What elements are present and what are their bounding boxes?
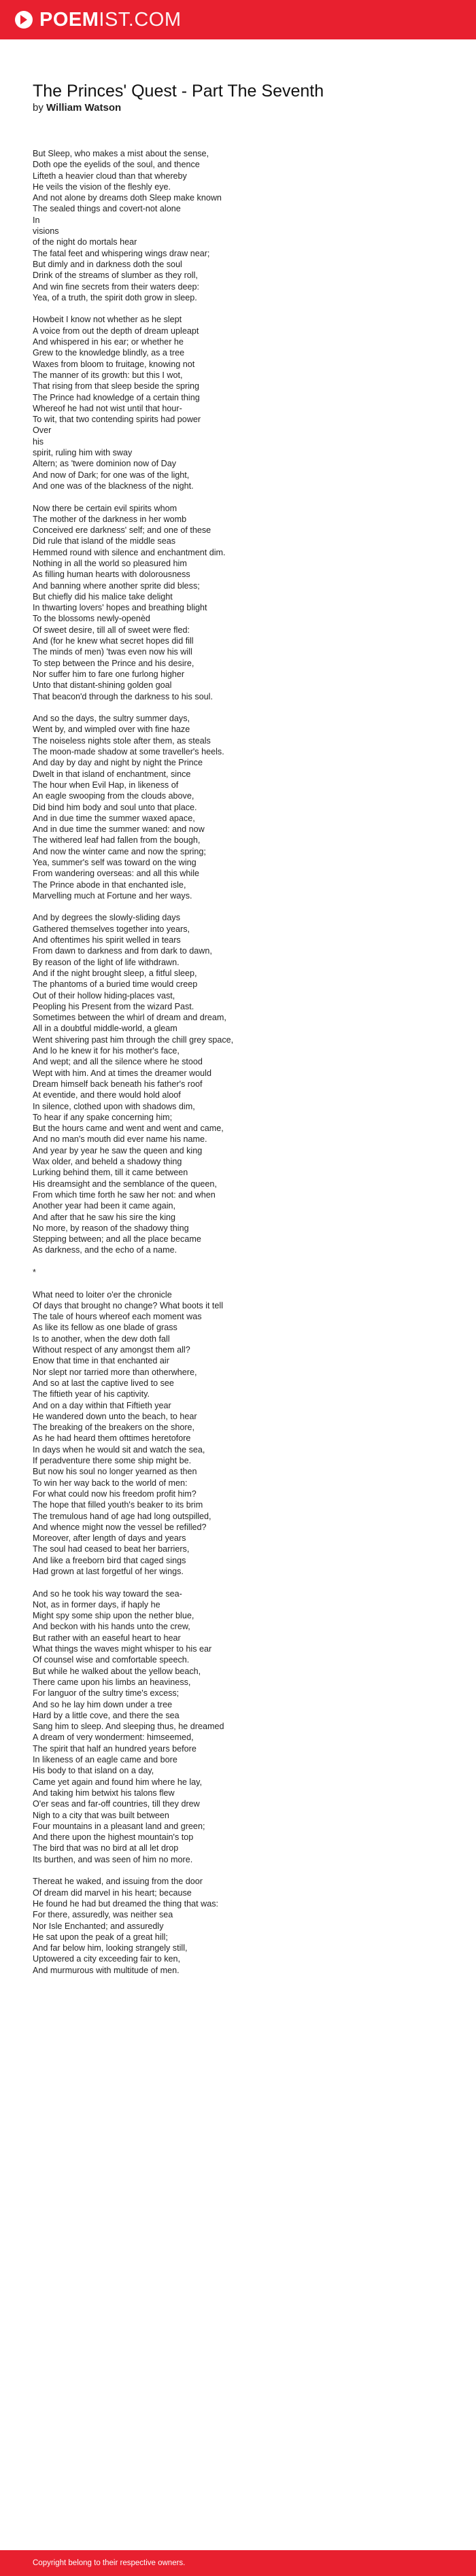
- poem-line: Sang him to sleep. And sleeping thus, he dreamed: [33, 1722, 224, 1732]
- top-bar: [0, 0, 476, 39]
- poem-line: Gathered themselves together into years,: [33, 924, 190, 934]
- poem-line: In silence, clothed upon with shadows dim,: [33, 1101, 195, 1111]
- poem-line: Sometimes between the whirl of dream and dream,: [33, 1013, 226, 1023]
- poem-line: Its burthen, and was seen of him no more.: [33, 1854, 193, 1864]
- poem-line: And year by year he saw the queen and king: [33, 1145, 203, 1155]
- poem-line: And if the night brought sleep, a fitful sleep,: [33, 968, 197, 978]
- poem-line: Howbeit I know not whether as he slept: [33, 315, 182, 325]
- poem-line: The breaking of the breakers on the shore,: [33, 1423, 195, 1433]
- poem-line: Waxes from bloom to fruitage, knowing not: [33, 359, 195, 369]
- stanza-gap: [33, 1278, 454, 1289]
- poem-line: Nor Isle Enchanted; and assuredly: [33, 1921, 164, 1931]
- stanza-gap: [33, 702, 454, 713]
- poem-line: Thereat he waked, and issuing from the door: [33, 1877, 203, 1887]
- logo-bold: POEM: [39, 8, 99, 31]
- poem-line: The hour when Evil Hap, in likeness of: [33, 780, 179, 790]
- poem-line: And whispered in his ear; or whether he: [33, 337, 184, 347]
- poem-line: And one was of the blackness of the night.: [33, 481, 194, 491]
- poem-line: And (for he knew what secret hopes did fill: [33, 636, 194, 646]
- poem-line: visions: [33, 226, 59, 237]
- poem-line: In: [33, 215, 40, 225]
- poem-line: But the hours came and went and went and came,: [33, 1124, 224, 1134]
- poem-line: Of dream did marvel in his heart; because: [33, 1887, 192, 1898]
- poem-line: And on a day within that Fiftieth year: [33, 1400, 171, 1410]
- poem-line: For languor of the sultry time's excess;: [33, 1688, 180, 1699]
- logo-text: [39, 9, 182, 31]
- poem-line: Came yet again and found him where he lay,: [33, 1777, 202, 1787]
- poem-line: As filling human hearts with dolorousness: [33, 570, 190, 580]
- author-link[interactable]: William Watson: [46, 102, 122, 114]
- poem-line: The moon-made shadow at some traveller's heels.: [33, 747, 224, 757]
- poem-line: And now the winter came and now the spring;: [33, 846, 206, 856]
- stanza-gap: [33, 1577, 454, 1588]
- poem-line: The bird that was no bird at all let drop: [33, 1843, 179, 1853]
- poem-line: Did bind him body and soul unto that place.: [33, 802, 197, 812]
- poem-line: Lifteth a heavier cloud than that whereby: [33, 171, 187, 181]
- poem-line: And win fine secrets from their waters deep:: [33, 281, 199, 292]
- poem-line: Over: [33, 425, 52, 436]
- poem-line: Nothing in all the world so pleasured him: [33, 558, 187, 568]
- footer-copyright: Copyright belong to their respective owners.: [33, 2559, 186, 2567]
- stanza-gap: [33, 303, 454, 314]
- poem-line: The manner of its growth: but this I wot,: [33, 370, 183, 380]
- poem-line: And like a freeborn bird that caged sings: [33, 1555, 186, 1565]
- poem-line: What things the waves might whisper to his ear: [33, 1644, 212, 1654]
- poem-line: If peradventure there some ship might be.: [33, 1456, 192, 1466]
- poem-line: Dwelt in that island of enchantment, since: [33, 769, 191, 779]
- poem-line: His dreamsight and the semblance of the queen,: [33, 1179, 217, 1189]
- poem-line: Marvelling much at Fortune and her ways.: [33, 890, 192, 901]
- poem-line: Went shivering past him through the chill grey space,: [33, 1034, 234, 1045]
- poem-line: But while he walked about the yellow beach,: [33, 1666, 201, 1676]
- poem-line: His body to that island on a day,: [33, 1766, 154, 1776]
- poem-line: Now there be certain evil spirits whom: [33, 503, 177, 513]
- poem-line: And so the days, the sultry summer days,: [33, 714, 190, 724]
- poem-line: To wit, that two contending spirits had power: [33, 415, 201, 425]
- poem-line: In likeness of an eagle came and bore: [33, 1755, 177, 1765]
- poem-line: And beckon with his hands unto the crew,: [33, 1622, 190, 1632]
- poem-line: And day by day and night by night the Prince: [33, 758, 203, 768]
- poem-line: And oftentimes his spirit welled in tears: [33, 935, 181, 945]
- poem-line: The Prince had knowledge of a certain thing: [33, 392, 200, 402]
- poem-line: No more, by reason of the shadowy thing: [33, 1223, 189, 1233]
- poem-line: And far below him, looking strangely still,: [33, 1943, 188, 1953]
- poem-line: And banning where another sprite did bless;: [33, 580, 200, 591]
- poem-line: As darkness, and the echo of a name.: [33, 1245, 177, 1255]
- poem-line: In thwarting lovers' hopes and breathing blight: [33, 603, 207, 613]
- poem-line: Without respect of any amongst them all?: [33, 1345, 190, 1355]
- poem-line: And in due time the summer waned: and now: [33, 824, 205, 835]
- poem-line: Hemmed round with silence and enchantment dim.: [33, 547, 226, 557]
- poem-line: The fatal feet and whispering wings draw near;: [33, 248, 210, 258]
- poem-line: He wandered down unto the beach, to hear: [33, 1411, 197, 1421]
- poem-line: But chiefly did his malice take delight: [33, 591, 173, 602]
- poem-line: spirit, ruling him with sway: [33, 448, 133, 458]
- poem-line: Four mountains in a pleasant land and green;: [33, 1821, 205, 1831]
- poem-line: All in a doubtful middle-world, a gleam: [33, 1024, 177, 1034]
- poem-line: To the blossoms newly-openèd: [33, 614, 150, 624]
- poem-line: And not alone by dreams doth Sleep make known: [33, 193, 222, 203]
- poem-line: The tremulous hand of age had long outspilled,: [33, 1511, 211, 1521]
- poem-line: Not, as in former days, if haply he: [33, 1599, 160, 1609]
- poem-line: The fiftieth year of his captivity.: [33, 1389, 150, 1399]
- site-logo[interactable]: [15, 9, 182, 31]
- poem-line: Enow that time in that enchanted air: [33, 1356, 169, 1366]
- poem-line: But dimly and in darkness doth the soul: [33, 259, 182, 269]
- poem-line: Hard by a little cove, and there the sea: [33, 1710, 180, 1720]
- poem-line: And whence might now the vessel be refilled?: [33, 1522, 207, 1532]
- poem-line: To step between the Prince and his desire,: [33, 658, 194, 668]
- poem-line: The phantoms of a buried time would creep: [33, 979, 198, 990]
- poem-line: The noiseless nights stole after them, as steals: [33, 735, 211, 746]
- poem-line: The minds of men) 'twas even now his will: [33, 647, 192, 657]
- poem-line: A voice from out the depth of dream upleapt: [33, 326, 199, 336]
- logo-thin: IST.COM: [99, 8, 182, 31]
- poem-line: Nor slept nor tarried more than otherwhere,: [33, 1367, 197, 1377]
- poem-line: Nigh to a city that was built between: [33, 1810, 169, 1820]
- poem-line: And murmurous with multitude of men.: [33, 1965, 180, 1975]
- poem-line: And so he took his way toward the sea-: [33, 1588, 182, 1599]
- stanza-gap: [33, 1256, 454, 1267]
- poem-line: The sealed things and covert-not alone: [33, 204, 181, 214]
- poem-line: From wandering overseas: and all this while: [33, 869, 199, 879]
- poem-line: He veils the vision of the fleshly eye.: [33, 181, 171, 192]
- poem-line: Did rule that island of the middle seas: [33, 536, 176, 546]
- poem-line: Nor suffer him to fare one furlong higher: [33, 669, 185, 679]
- poem-line: And by degrees the slowly-sliding days: [33, 913, 181, 923]
- poem-line: Stepping between; and all the place became: [33, 1234, 201, 1245]
- poem-line: And wept; and all the silence where he stood: [33, 1057, 203, 1067]
- poem-line: As he had heard them ofttimes heretofore: [33, 1433, 191, 1444]
- poem-line: Wax older, and beheld a shadowy thing: [33, 1157, 182, 1167]
- poem-body: [33, 148, 454, 1976]
- poem-line: A dream of very wonderment: himseemed,: [33, 1733, 194, 1743]
- poem-line: And after that he saw his sire the king: [33, 1212, 176, 1222]
- poem-line: Dream himself back beneath his father's roof: [33, 1079, 203, 1089]
- poem-line: Conceived ere darkness' self; and one of these: [33, 525, 211, 536]
- poem-line: Out of their hollow hiding-places vast,: [33, 990, 175, 1000]
- poem-line: By reason of the light of life withdrawn.: [33, 957, 180, 967]
- poem-line: But rather with an easeful heart to hear: [33, 1633, 181, 1643]
- poem-line: As like its fellow as one blade of grass: [33, 1323, 177, 1333]
- poem-line: Had grown at last forgetful of her wings.: [33, 1567, 184, 1576]
- byline: [33, 102, 121, 114]
- logo-play-icon: [15, 11, 33, 29]
- poem-line: And now of Dark; for one was of the light,: [33, 470, 190, 480]
- stanza-gap: [33, 901, 454, 912]
- footer: [0, 2550, 476, 2576]
- poem-line: Lurking behind them, till it came between: [33, 1168, 188, 1178]
- poem-line: Uptowered a city exceeding fair to ken,: [33, 1954, 181, 1964]
- poem-title: The Princes' Quest - Part The Seventh: [33, 82, 324, 101]
- poem-line: Doth ope the eyelids of the soul, and thence: [33, 160, 200, 170]
- poem-line: From dawn to darkness and from dark to dawn,: [33, 946, 212, 956]
- poem-line: Of days that brought no change? What boots it tell: [33, 1300, 224, 1310]
- poem-line: Yea, summer's self was toward on the wing: [33, 858, 197, 867]
- stanza-gap: [33, 1865, 454, 1876]
- poem-line: Wept with him. And at times the dreamer would: [33, 1068, 211, 1078]
- poem-line: And so he lay him down under a tree: [33, 1699, 173, 1709]
- poem-line: And no man's mouth did ever name his name.: [33, 1134, 207, 1145]
- poem-line: But now his soul no longer yearned as then: [33, 1467, 197, 1477]
- poem-line: To win her way back to the world of men:: [33, 1478, 188, 1488]
- poem-line: For there, assuredly, was neither sea: [33, 1910, 173, 1920]
- poem-line: Moreover, after length of days and years: [33, 1533, 186, 1544]
- poem-line: The spirit that half an hundred years before: [33, 1743, 197, 1754]
- poem-line: Whereof he had not wist until that hour-: [33, 403, 182, 413]
- poem-line: And so at last the captive lived to see: [33, 1378, 174, 1388]
- poem-line: Went by, and wimpled over with fine haze: [33, 725, 190, 735]
- poem-line: Might spy some ship upon the nether blue,: [33, 1611, 194, 1621]
- poem-line: of the night do mortals hear: [33, 237, 137, 247]
- poem-line: Of counsel wise and comfortable speech.: [33, 1655, 190, 1665]
- poem-line: That beacon'd through the darkness to his soul.: [33, 691, 213, 701]
- poem-line: Is to another, when the dew doth fall: [33, 1334, 170, 1344]
- poem-line: And lo he knew it for his mother's face,: [33, 1046, 180, 1056]
- poem-line: Another year had been it came again,: [33, 1201, 176, 1211]
- poem-line: To hear if any spake concerning him;: [33, 1112, 173, 1122]
- poem-line: For what could now his freedom profit him?: [33, 1489, 197, 1499]
- poem-line: There came upon his limbs an heaviness,: [33, 1677, 191, 1687]
- poem-line: Altern; as 'twere dominion now of Day: [33, 459, 177, 469]
- poem-line: Drink of the streams of slumber as they roll,: [33, 271, 198, 281]
- poem-line: At eventide, and there would hold aloof: [33, 1090, 181, 1100]
- poem-line: And in due time the summer waxed apace,: [33, 813, 195, 823]
- poem-line: What need to loiter o'er the chronicle: [33, 1289, 172, 1300]
- poem-line: In days when he would sit and watch the sea,: [33, 1444, 205, 1455]
- poem-line: And there upon the highest mountain's top: [33, 1832, 194, 1843]
- poem-line: That rising from that sleep beside the spring: [33, 381, 200, 391]
- poem-line: He sat upon the peak of a great hill;: [33, 1932, 168, 1942]
- poem-line: The mother of the darkness in her womb: [33, 514, 187, 524]
- poem-line: But Sleep, who makes a mist about the sense,: [33, 149, 209, 158]
- poem-line: Peopling his Present from the wizard Past.: [33, 1001, 194, 1011]
- poem-line: Yea, of a truth, the spirit doth grow in sleep.: [33, 292, 197, 302]
- poem-line: The Prince abode in that enchanted isle,: [33, 880, 186, 890]
- poem-line: The soul had ceased to beat her barriers,: [33, 1544, 190, 1554]
- by-label: by: [33, 102, 44, 114]
- poem-line: He found he had but dreamed the thing that was:: [33, 1898, 219, 1909]
- poem-line: And taking him betwixt his talons flew: [33, 1788, 175, 1798]
- poem-line: his: [33, 436, 44, 447]
- stanza-gap: [33, 491, 454, 502]
- poem-line: Of sweet desire, till all of sweet were fled:: [33, 625, 190, 635]
- poem-line: Grew to the knowledge blindly, as a tree: [33, 348, 185, 358]
- poem-line: An eagle swooping from the clouds above,: [33, 791, 194, 801]
- poem-line: Unto that distant-shining golden goal: [33, 680, 172, 691]
- poem-line: O'er seas and far-off countries, till they drew: [33, 1799, 200, 1809]
- poem-line: From which time forth he saw her not: and when: [33, 1189, 216, 1200]
- poem-line: The withered leaf had fallen from the bough,: [33, 835, 201, 846]
- poem-line: *: [33, 1267, 36, 1277]
- poem-line: The hope that filled youth's beaker to its brim: [33, 1500, 203, 1510]
- poem-line: The tale of hours whereof each moment was: [33, 1312, 202, 1322]
